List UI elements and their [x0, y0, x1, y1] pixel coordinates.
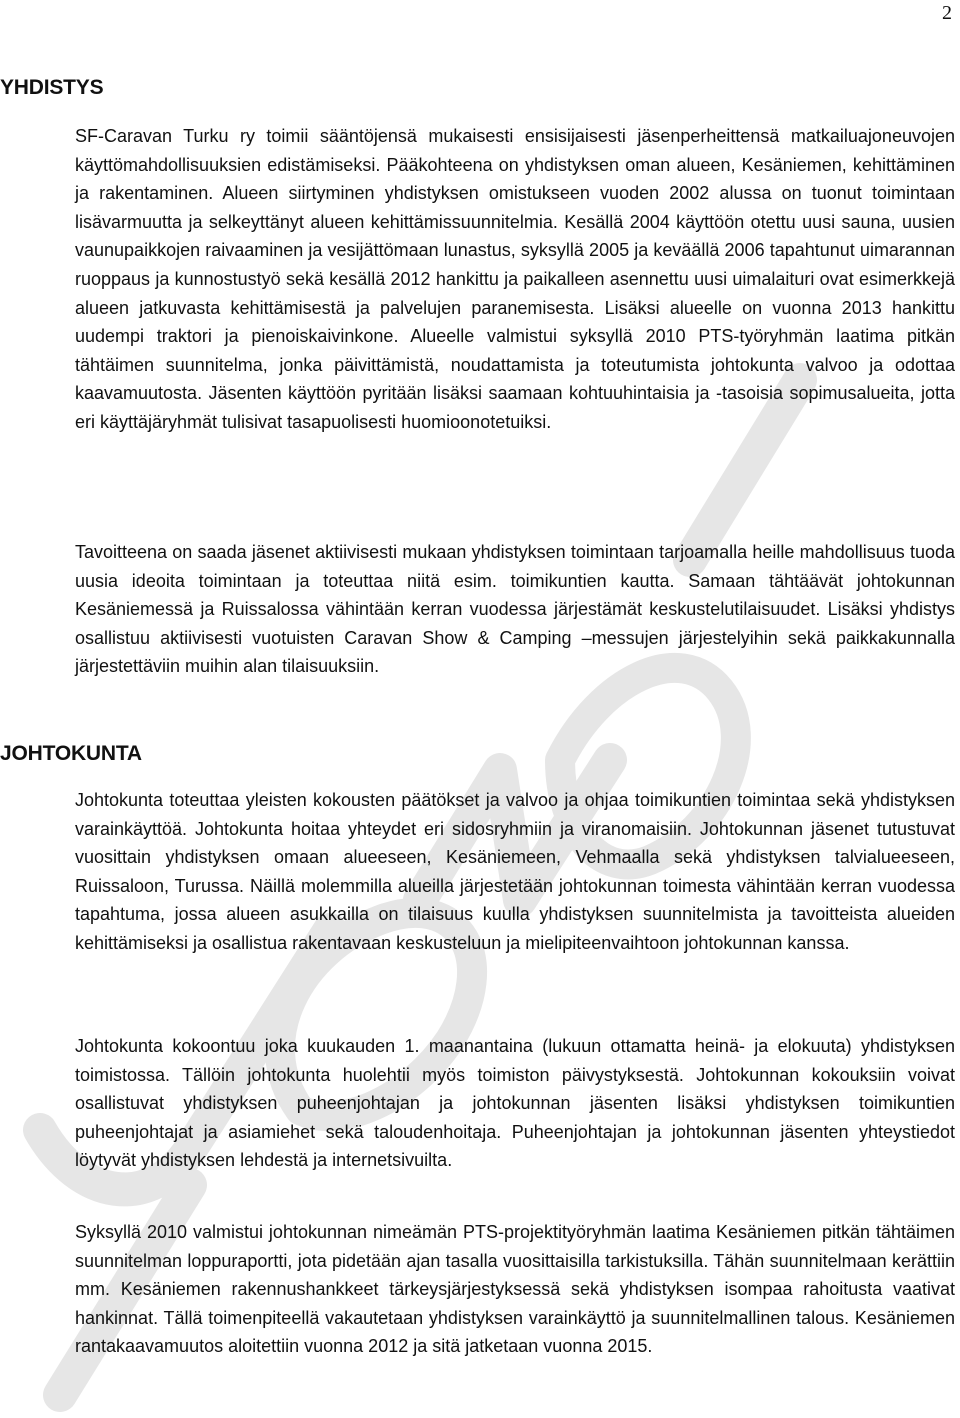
paragraph-johtokunta-3: Syksyllä 2010 valmistui johtokunnan nimeämän PTS-projektityöryhmän laatima Kesäniemen pitkän tähtäimen suunnitelman loppuraportti, jota pidetään ajan tasalla vuosittaisilla tarkistuksilla. Tähän suunnitelmaan kerättiin mm. Kesäniemen rakennushankkeet tärkeysjärjestyksessä sekä yhdistyksen isompaa rahoitusta vaativat hankinnat. Tällä toimenpiteellä vakautetaan yhdistyksen varainkäyttö ja suunnitelmallinen talous. Kesäniemen rantakaavamuutos aloitettiin vuonna 2012 ja sitä jatketaan vuonna 2015. — [75, 1222, 955, 1357]
paragraph-johtokunta-1: Johtokunta toteuttaa yleisten kokousten päätökset ja valvoo ja ohjaa toimikuntien toimintaa sekä yhdistyksen varainkäyttöä. Johtokunta hoitaa yhteydet eri sidosryhmiin ja viranomaisiin. Johtokunnan jäsenet tutustuvat vuosittain yhdistyksen omaan alueeseen, Kesäniemeen, Vehmaalla sekä yhdistyksen talvialueeseen, Ruissaloon, Turussa. Näillä molemmilla alueilla järjestetään johtokunnan toimesta vähintään kerran vuodessa tapahtuma, jossa alueen asukkailla on tilaisuus kuulla yhdistyksen suunnitelmista ja tavoitteista alueiden kehittämiseksi ja osallistua rakentavaan keskusteluun ja mielipiteenvaihtoon johtokunnan kanssa. — [75, 790, 955, 953]
paragraph-yhdistys-2: Tavoitteena on saada jäsenet aktiivisesti mukaan yhdistyksen toimintaan tarjoamalla heille mahdollisuus tuoda uusia ideoita toimintaan ja toteuttaa niitä esim. toimikuntien kautta. Samaan tähtäävät johtokunnan Kesäniemessä ja Ruissalossa vähintään kerran vuodessa järjestämät keskustelutilaisuudet. Lisäksi yhdistys osallistuu aktiivisesti vuotuisten Caravan Show & Camping –messujen järjestelyihin sekä paikkakunnalla järjestettäviin muihin alan tilaisuuksiin. — [75, 542, 955, 677]
paragraph-yhdistys-1: SF-Caravan Turku ry toimii sääntöjensä mukaisesti ensisijaisesti jäsenperheittensä matkailuajoneuvojen käyttömahdollisuuksien edistämiseksi. Pääkohteena on yhdistyksen oman alueen, Kesäniemen, kehittäminen ja rakentaminen. Alueen siirtyminen yhdistyksen omistukseen vuoden 2002 alussa on tuonut toimintaan lisävarmuutta ja selkeyttänyt alueen kehittämissuunnitelmia. Kesällä 2004 käyttöön otettu uusi sauna, uusien vaunupaikkojen raivaaminen ja vesijättömaan lunastus, syksyllä 2005 ja keväällä 2006 tapahtunut uimarannan ruoppaus ja kunnostustyö sekä kesällä 2012 hankittu ja paikalleen asennettu uusi uimalaituri ovat esimerkkejä alueen jatkuvasta kehittämisestä ja palvelujen paranemisesta. Lisäksi alueelle on vuonna 2013 hankittu uudempi traktori ja pienoiskaivinkone. Alueelle valmistui syksyllä 2010 PTS-työryhmän laatima pitkän tähtäimen suunnitelma, jonka päivittämistä, noudattamista ja toteutumista johtokunta valvoo ja odottaa kaavamuutosta. Jäsenten käyttöön pyritään lisäksi saamaan kohtuuhintaisia ja -tasoisia sopimusalueita, jotta eri käyttäjäryhmät tulisivat tasapuolisesti huomioonotetuiksi. — [75, 126, 955, 432]
section-heading-johtokunta: JOHTOKUNTA — [0, 742, 142, 765]
paragraph-johtokunta-2: Johtokunta kokoontuu joka kuukauden 1. maanantaina (lukuun ottamatta heinä- ja elokuuta) yhdistyksen toimistossa. Tällöin johtokunta huolehtii myös toimiston päivystyksestä. Johtokunnan kokouksiin voivat osallistuvat yhdistyksen puheenjohtajan ja johtokunnan jäsenten lisäksi yhdistyksen toimikuntien puheenjohtajat ja asiamiehet sekä taloudenhoitaja. Puheenjohtajan ja johtokunnan jäsenten yhteystiedot löytyvät yhdistyksen lehdestä ja internetsivuilta. — [75, 1036, 955, 1171]
section-heading-yhdistys: YHDISTYS — [0, 76, 104, 99]
page-number: 2 — [942, 2, 952, 24]
